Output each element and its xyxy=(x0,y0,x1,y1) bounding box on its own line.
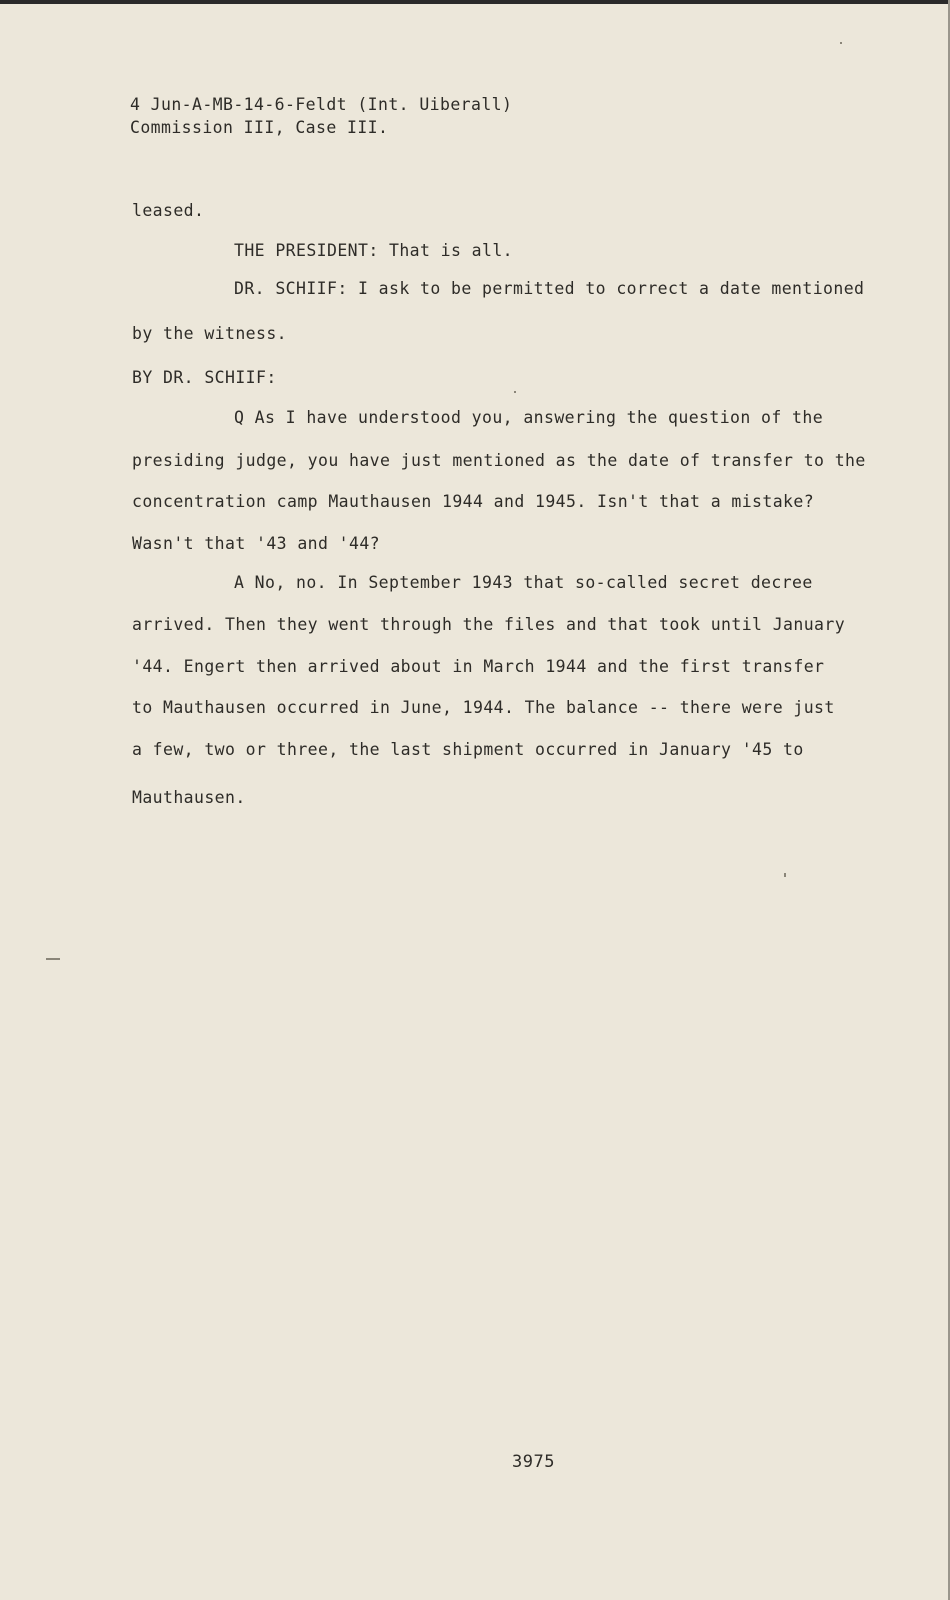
body-line-8: concentration camp Mauthausen 1944 and 1945. Isn't that a mistake? xyxy=(132,492,815,511)
body-line-9: Wasn't that '43 and '44? xyxy=(132,534,381,553)
body-line-6: Q As I have understood you, answering the question of the xyxy=(234,408,824,427)
header-line-2: Commission III, Case III. xyxy=(130,118,389,137)
body-line-12: '44. Engert then arrived about in March 1944 and the first transfer xyxy=(132,657,825,676)
body-line-15: Mauthausen. xyxy=(132,788,246,807)
body-line-7: presiding judge, you have just mentioned as the date of transfer to the xyxy=(132,451,866,470)
body-line-1: leased. xyxy=(132,201,205,220)
body-line-5: BY DR. SCHIIF: xyxy=(132,368,277,387)
body-line-2: THE PRESIDENT: That is all. xyxy=(234,241,514,260)
body-line-3: DR. SCHIIF: I ask to be permitted to correct a date mentioned xyxy=(234,279,865,298)
body-line-11: arrived. Then they went through the files and that took until January xyxy=(132,615,846,634)
header-line-1: 4 Jun-A-MB-14-6-Feldt (Int. Uiberall) xyxy=(130,95,513,114)
paper-speck xyxy=(46,958,60,960)
page-top-edge xyxy=(0,0,950,4)
page-number: 3975 xyxy=(512,1452,555,1472)
body-line-14: a few, two or three, the last shipment occurred in January '45 to xyxy=(132,740,804,759)
paper-speck xyxy=(784,873,786,877)
body-line-4: by the witness. xyxy=(132,324,288,343)
paper-speck xyxy=(514,391,516,393)
body-line-13: to Mauthausen occurred in June, 1944. The balance -- there were just xyxy=(132,698,835,717)
paper-speck xyxy=(840,42,842,44)
body-line-10: A No, no. In September 1943 that so-called secret decree xyxy=(234,573,813,592)
